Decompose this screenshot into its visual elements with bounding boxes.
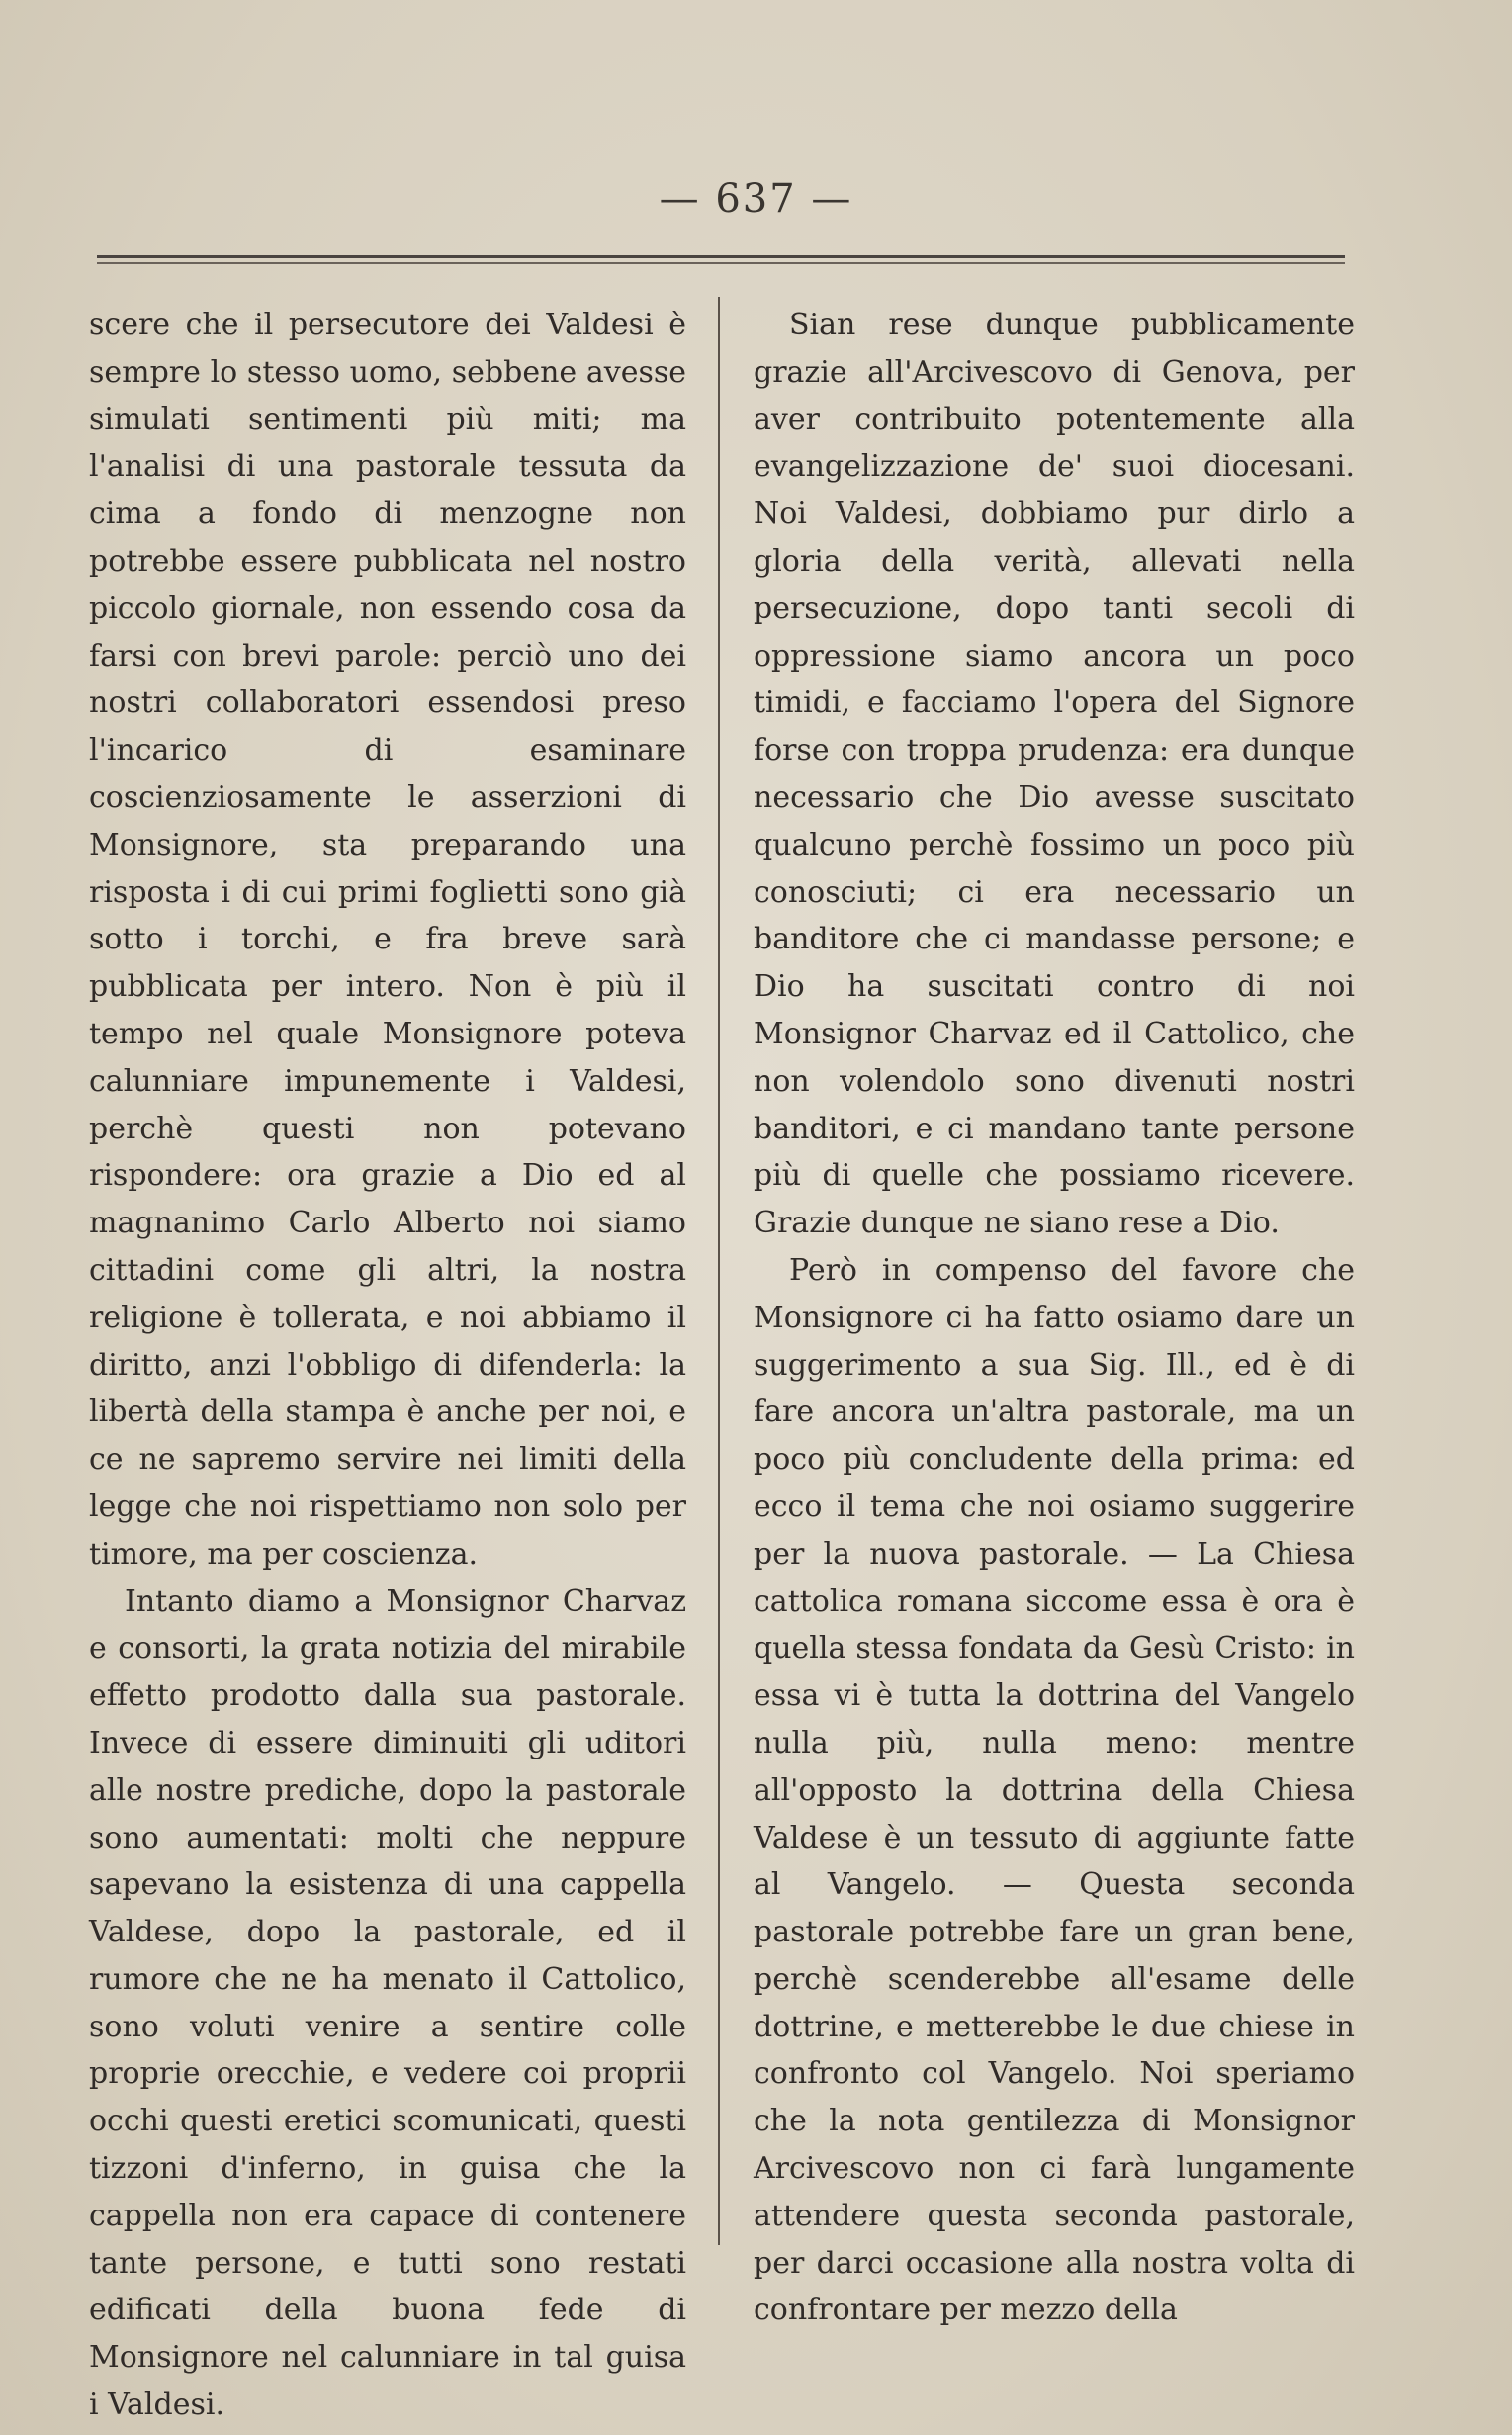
left-column bbox=[89, 302, 686, 2429]
left-paragraph-2: Intanto diamo a Monsignor Charvaz e consorti, la grata notizia del mirabile effetto prodotto dalla sua pastorale. Invece di essere diminuiti gli uditori alle nostre prediche, dopo la pastorale sono aumentati: molti che neppure sapevano la esistenza di una cappella Valdese, dopo la pastorale, ed il rumore che ne ha menato il Cattolico, sono voluti venire a sentire colle proprie orecchie, e vedere coi proprii occhi questi eretici scomunicati, questi tizzoni d'inferno, in guisa che la cappella non era capace di contenere tante persone, e tutti sono restati edificati della buona fede di Monsignore nel calunniare in tal guisa i Valdesi. bbox=[89, 1583, 686, 2423]
header-rule-secondary bbox=[97, 262, 1345, 264]
header-rule bbox=[97, 255, 1345, 258]
column-divider bbox=[718, 297, 720, 2245]
right-paragraph-1: Sian rese dunque pubblicamente grazie all'Arcivescovo di Genova, per aver contribuito potentemente alla evangelizzazione de' suoi diocesani. Noi Valdesi, dobbiamo pur dirlo a gloria della verità, allevati nella persecuzione, dopo tanti secoli di oppressione siamo ancora un poco timidi, e facciamo l'opera del Signore forse con troppa prudenza: era dunque necessario che Dio avesse suscitato qualcuno perchè fossimo un poco più conosciuti; ci era necessario un banditore che ci mandasse persone; e Dio ha suscitati contro di noi Monsignor Charvaz ed il Cattolico, che non volendolo sono divenuti nostri banditori, e ci mandano tante persone più di quelle che possiamo ricevere. Grazie dunque ne siano rese a Dio. bbox=[754, 308, 1355, 1241]
right-column bbox=[754, 302, 1355, 2334]
left-paragraph-1: scere che il persecutore dei Valdesi è sempre lo stesso uomo, sebbene avesse simulati sentimenti più miti; ma l'analisi di una pastorale tessuta da cima a fondo di menzogne non potrebbe essere pubblicata nel nostro piccolo giornale, non essendo cosa da farsi con brevi parole: perciò uno dei nostri collaboratori essendosi preso l'incarico di esaminare coscienziosamente le asserzioni di Monsignore, sta preparando una risposta i di cui primi foglietti sono già sotto i torchi, e fra breve sarà pubblicata per intero. Non è più il tempo nel quale Monsignore poteva calunniare impunemente i Valdesi, perchè questi non potevano rispondere: ora grazie a Dio ed al magnanimo Carlo Alberto noi siamo cittadini come gli altri, la nostra religione è tollerata, e noi abbiamo il diritto, anzi l'obbligo di difenderla: la libertà della stampa è anche per noi, e ce ne sapremo servire nei limiti della legge che noi rispettiamo non solo per timore, ma per coscienza. bbox=[89, 308, 686, 1572]
page-number: — 637 — bbox=[659, 176, 853, 222]
right-paragraph-2: Però in compenso del favore che Monsignore ci ha fatto osiamo dare un suggerimento a sua Sig. Ill., ed è di fare ancora un'altra pastorale, ma un poco più concludente della prima: ed ecco il tema che noi osiamo suggerire per la nuova pastorale. — La Chiesa cattolica romana siccome essa è ora è quella stessa fondata da Gesù Cristo: in essa vi è tutta la dottrina del Vangelo nulla più, nulla meno: mentre all'opposto la dottrina della Chiesa Valdese è un tessuto di aggiunte fatte al Vangelo. — Questa seconda pastorale potrebbe fare un gran bene, perchè scenderebbe all'esame delle dottrine, e metterebbe le due chiese in confronto col Vangelo. Noi speriamo che la nota gentilezza di Monsignor Arcivescovo non ci farà lungamente attendere questa seconda pastorale, per darci occasione alla nostra volta di confrontare per mezzo della bbox=[754, 1252, 1355, 2328]
